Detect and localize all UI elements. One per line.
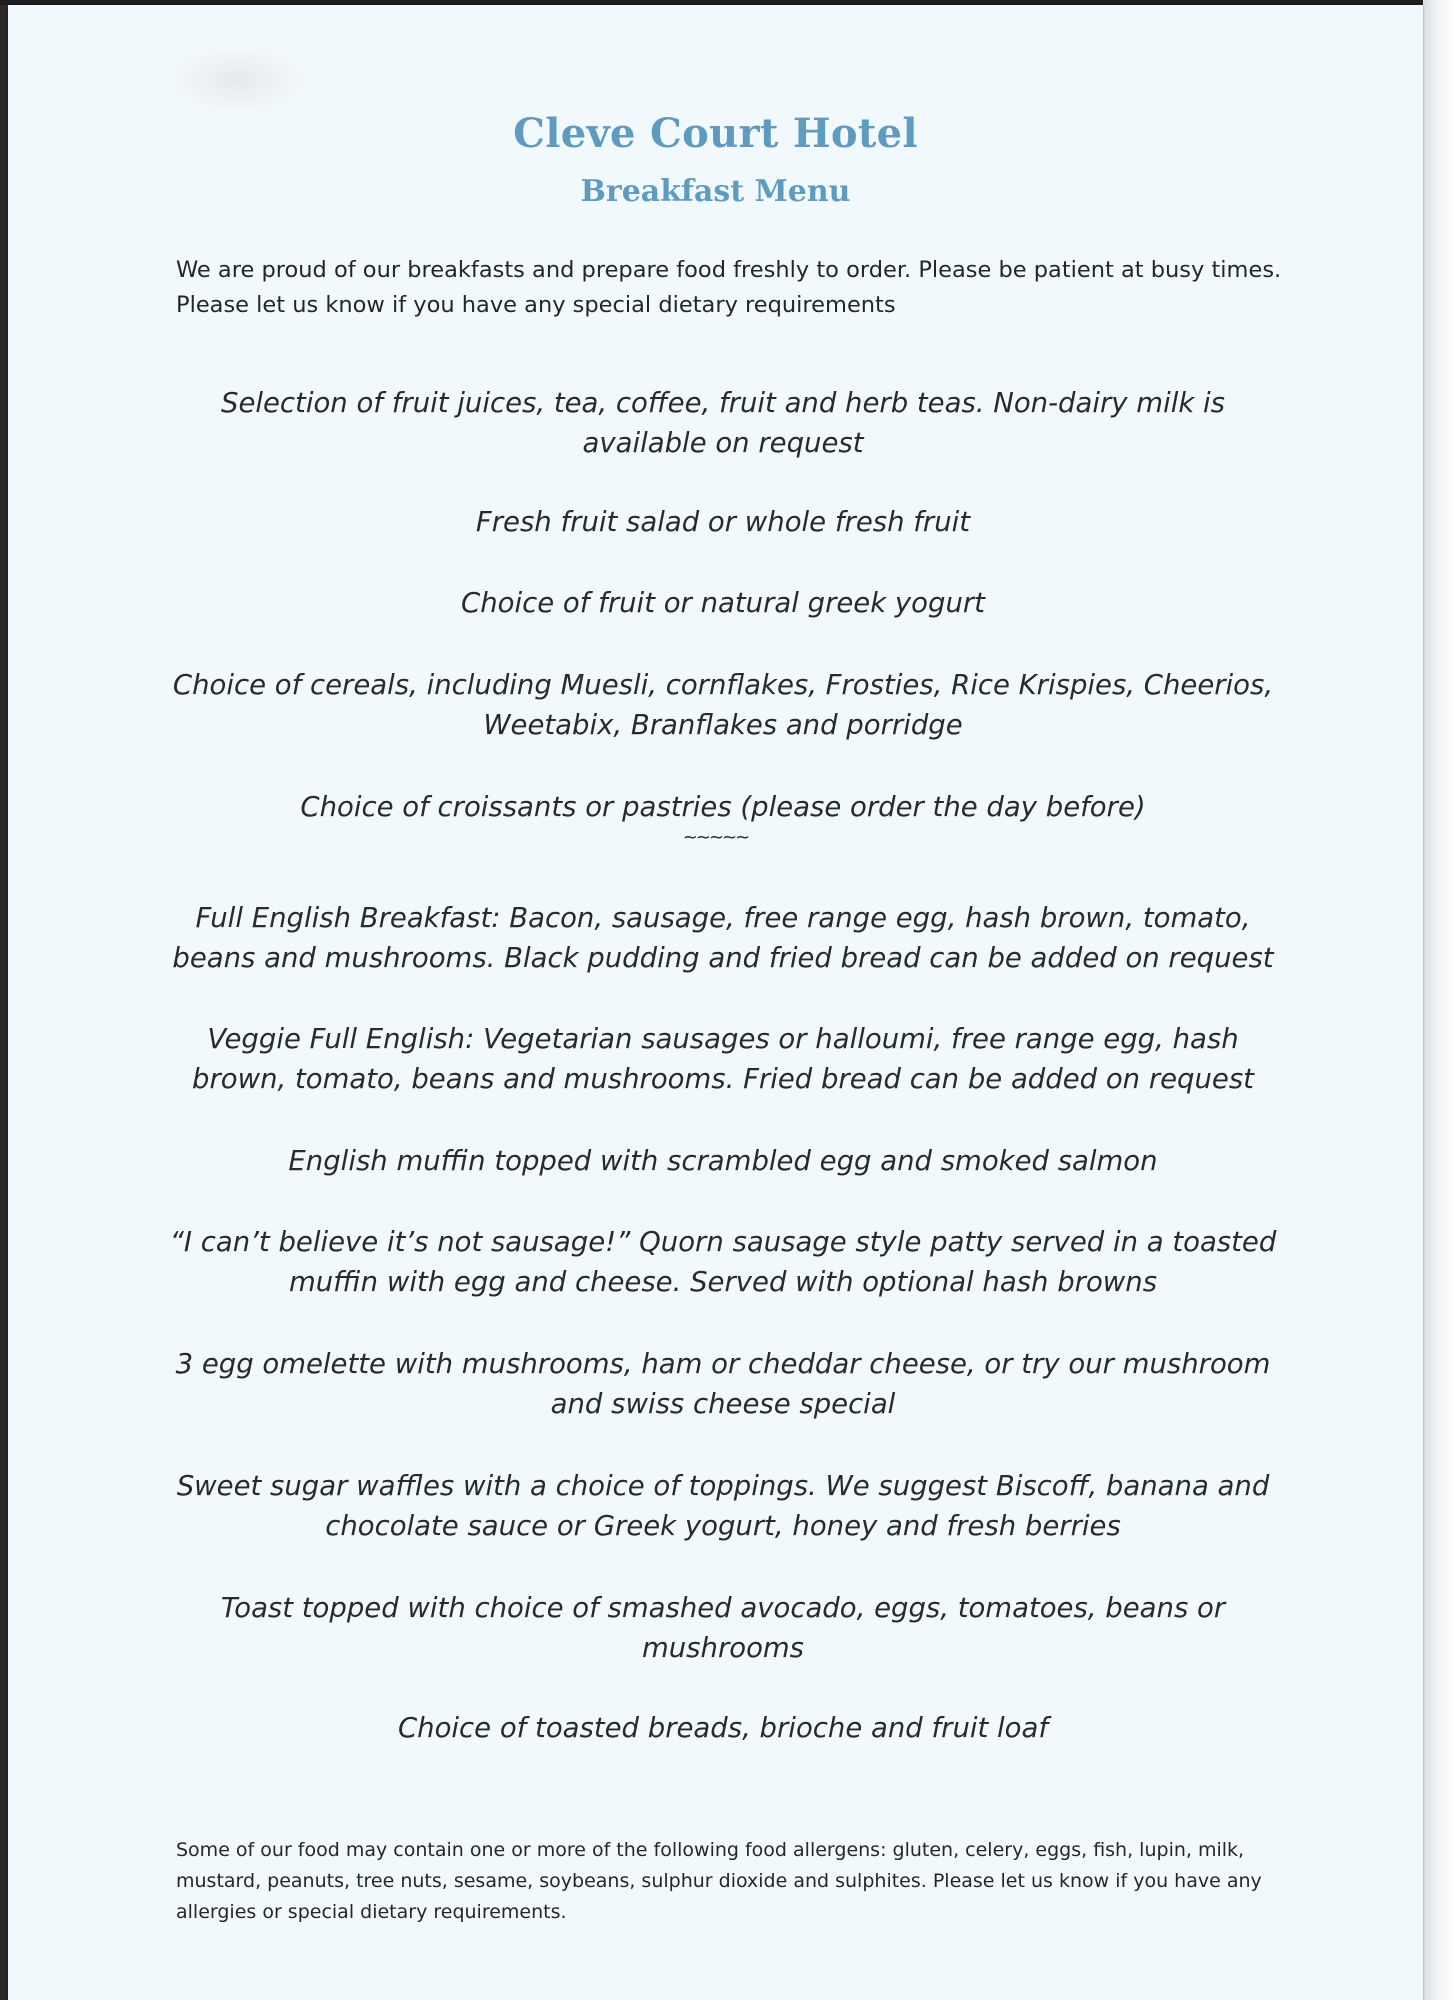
menu-item-yogurt: Choice of fruit or natural greek yogurt (461, 587, 985, 619)
menu-item-quorn-muffin: “I can’t believe it’s not sausage!” Quorn sausage style patty served in a toasted muffin with egg and cheese. Served with optional hash browns (169, 1226, 1277, 1298)
menu-item-cereals: Choice of cereals, including Muesli, cornflakes, Frosties, Rice Krispies, Cheerios, Weetabix, Branflakes and porridge (172, 669, 1274, 741)
section-divider: ~~~~~ (682, 827, 749, 848)
menu-item-omelette: 3 egg omelette with mushrooms, ham or cheddar cheese, or try our mushroom and swiss cheese special (175, 1348, 1271, 1420)
menu-item-waffles: Sweet sugar waffles with a choice of toppings. We suggest Biscoff, banana and chocolate sauce or Greek yogurt, honey and fresh berries (176, 1470, 1270, 1542)
menu-item-fruit: Fresh fruit salad or whole fresh fruit (475, 506, 971, 538)
menu-page (8, 5, 1423, 2000)
menu-item-toasted-breads: Choice of toasted breads, brioche and fruit loaf (397, 1712, 1049, 1744)
menu-item-muffin-salmon: English muffin topped with scrambled egg and smoked salmon (288, 1145, 1158, 1177)
menu-item-full-english: Full English Breakfast: Bacon, sausage, free range egg, hash brown, tomato, beans and mushrooms. Black pudding and fried bread can be added on request (172, 902, 1274, 974)
menu-item-pastries: Choice of croissants or pastries (please order the day before) (300, 791, 1146, 823)
menu-title: Breakfast Menu (580, 174, 851, 209)
menu-item-veggie-english: Veggie Full English: Vegetarian sausages or halloumi, free range egg, hash brown, tomato, beans and mushrooms. Fried bread can be added on request (192, 1023, 1254, 1095)
scan-right-edge (1423, 0, 1455, 2000)
menu-item-drinks: Selection of fruit juices, tea, coffee, fruit and herb teas. Non-dairy milk is available on request (220, 387, 1225, 459)
allergen-notice: Some of our food may contain one or more of the following food allergens: gluten, celery, eggs, fish, lupin, milk, mustard, peanuts, tree nuts, sesame, soybeans, sulphur dioxide and sulphites. Please let us know if you have any allergies or special dietary requirements. (176, 1839, 1262, 1923)
paper-smudge (168, 45, 308, 115)
intro-text: We are proud of our breakfasts and prepare food freshly to order. Please be patient at busy times. Please let us know if you have any special dietary requirements (176, 257, 1282, 318)
menu-item-toast-toppings: Toast topped with choice of smashed avocado, eggs, tomatoes, beans or mushrooms (220, 1592, 1226, 1664)
hotel-name: Cleve Court Hotel (513, 110, 918, 157)
